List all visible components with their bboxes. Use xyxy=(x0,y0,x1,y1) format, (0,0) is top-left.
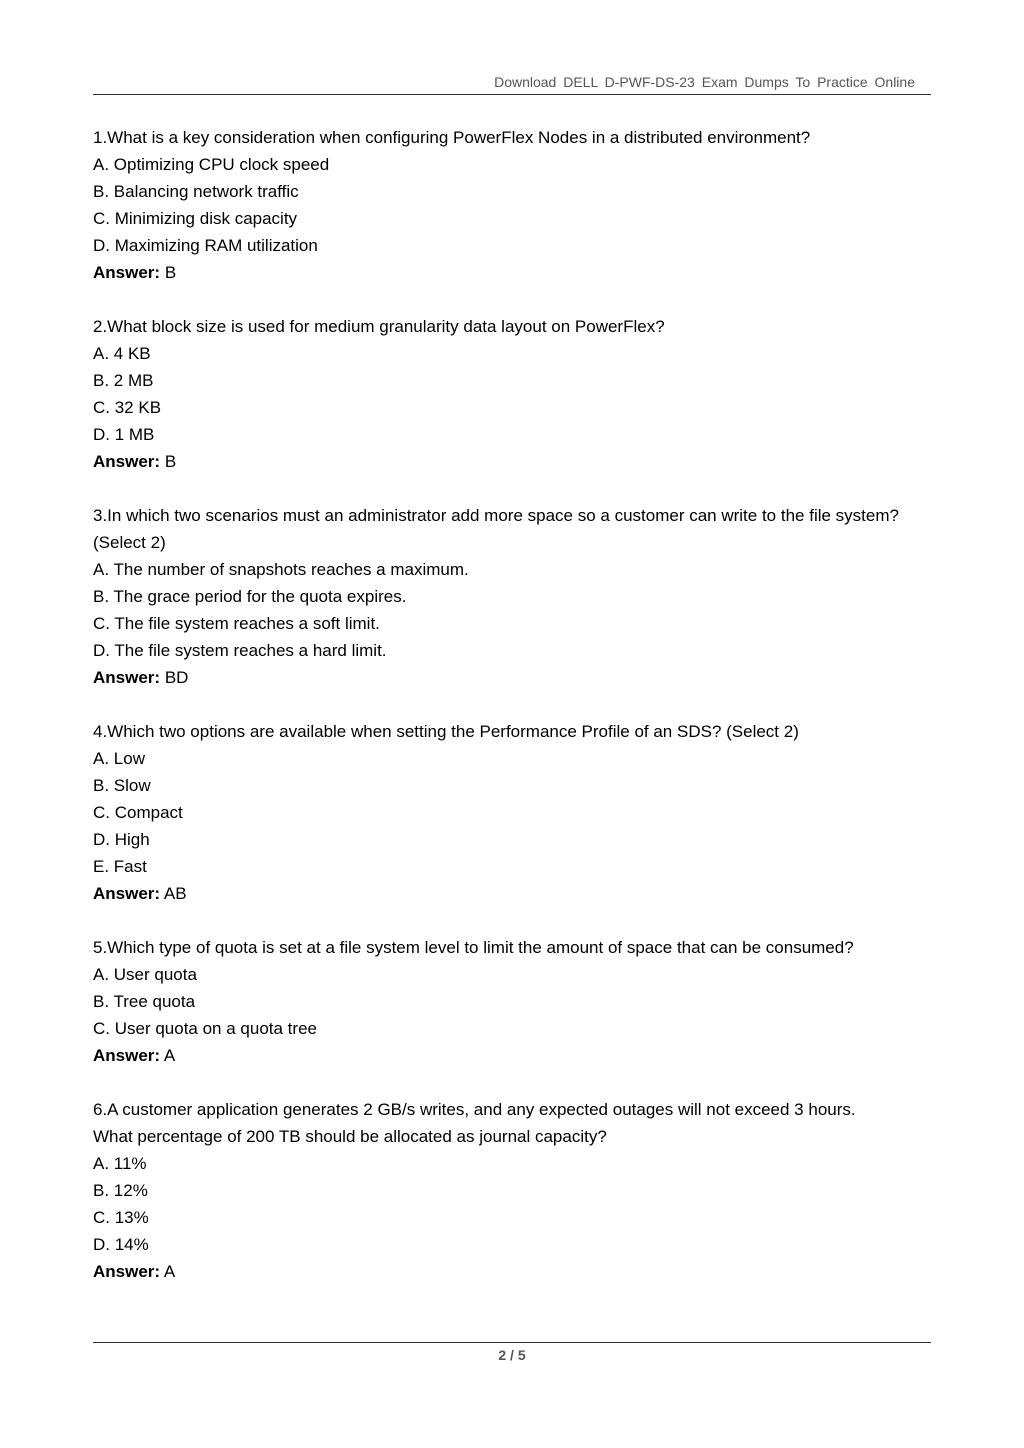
answer-value: BD xyxy=(164,668,189,687)
question-1 xyxy=(93,124,953,286)
question-stem: 4.Which two options are available when setting the Performance Profile of an SDS? (Select 2) xyxy=(93,722,799,741)
question-stem: 6.A customer application generates 2 GB/s writes, and any expected outages will not exceed 3 hours. xyxy=(93,1100,856,1119)
option-d: D. 14% xyxy=(93,1235,149,1254)
question-list xyxy=(93,124,953,1312)
option-a: A. User quota xyxy=(93,965,197,984)
answer-line xyxy=(93,664,953,691)
answer-label: Answer: xyxy=(93,1046,161,1065)
answer-line xyxy=(93,880,953,907)
question-4 xyxy=(93,718,953,907)
option-d: D. High xyxy=(93,830,150,849)
question-3 xyxy=(93,502,953,691)
answer-label: Answer: xyxy=(93,263,161,282)
option-c: C. Compact xyxy=(93,803,183,822)
answer-value: A xyxy=(163,1262,176,1281)
option-d: D. The file system reaches a hard limit. xyxy=(93,641,387,660)
option-b: B. Tree quota xyxy=(93,992,196,1011)
answer-label: Answer: xyxy=(93,668,161,687)
question-stem: 3.In which two scenarios must an administrator add more space so a customer can write to the file system? xyxy=(93,506,899,525)
option-e: E. Fast xyxy=(93,857,147,876)
option-a: A. The number of snapshots reaches a maximum. xyxy=(93,560,469,579)
option-d: D. Maximizing RAM utilization xyxy=(93,236,318,255)
option-b: B. 2 MB xyxy=(93,371,154,390)
option-c: C. 13% xyxy=(93,1208,149,1227)
answer-value: AB xyxy=(163,884,187,903)
question-5 xyxy=(93,934,953,1069)
page-number: 2 / 5 xyxy=(498,1347,526,1363)
option-b: B. 12% xyxy=(93,1181,148,1200)
option-c: C. User quota on a quota tree xyxy=(93,1019,317,1038)
answer-label: Answer: xyxy=(93,1262,161,1281)
header-title: Download DELL D-PWF-DS-23 Exam Dumps To Practice Online xyxy=(494,74,915,90)
option-a: A. Optimizing CPU clock speed xyxy=(93,155,330,174)
question-stem: 1.What is a key consideration when configuring PowerFlex Nodes in a distributed environment? xyxy=(93,128,811,147)
question-stem-continued: (Select 2) xyxy=(93,533,166,552)
option-c: C. The file system reaches a soft limit. xyxy=(93,614,380,633)
question-6 xyxy=(93,1096,953,1285)
answer-value: B xyxy=(164,452,177,471)
option-b: B. The grace period for the quota expires. xyxy=(93,587,407,606)
option-b: B. Slow xyxy=(93,776,151,795)
question-stem-continued: What percentage of 200 TB should be allocated as journal capacity? xyxy=(93,1127,607,1146)
answer-line xyxy=(93,259,953,286)
answer-value: A xyxy=(163,1046,176,1065)
option-c: C. 32 KB xyxy=(93,398,162,417)
answer-line xyxy=(93,448,953,475)
answer-value: B xyxy=(164,263,177,282)
answer-label: Answer: xyxy=(93,884,161,903)
option-a: A. 11% xyxy=(93,1154,147,1173)
option-a: A. 4 KB xyxy=(93,344,151,363)
question-2 xyxy=(93,313,953,475)
question-stem: 5.Which type of quota is set at a file system level to limit the amount of space that can be consumed? xyxy=(93,938,854,957)
option-d: D. 1 MB xyxy=(93,425,155,444)
answer-line xyxy=(93,1258,953,1285)
option-a: A. Low xyxy=(93,749,145,768)
option-c: C. Minimizing disk capacity xyxy=(93,209,298,228)
question-stem: 2.What block size is used for medium granularity data layout on PowerFlex? xyxy=(93,317,665,336)
answer-line xyxy=(93,1042,953,1069)
option-b: B. Balancing network traffic xyxy=(93,182,299,201)
page-header xyxy=(93,66,931,95)
page-footer xyxy=(93,1342,931,1363)
answer-label: Answer: xyxy=(93,452,161,471)
